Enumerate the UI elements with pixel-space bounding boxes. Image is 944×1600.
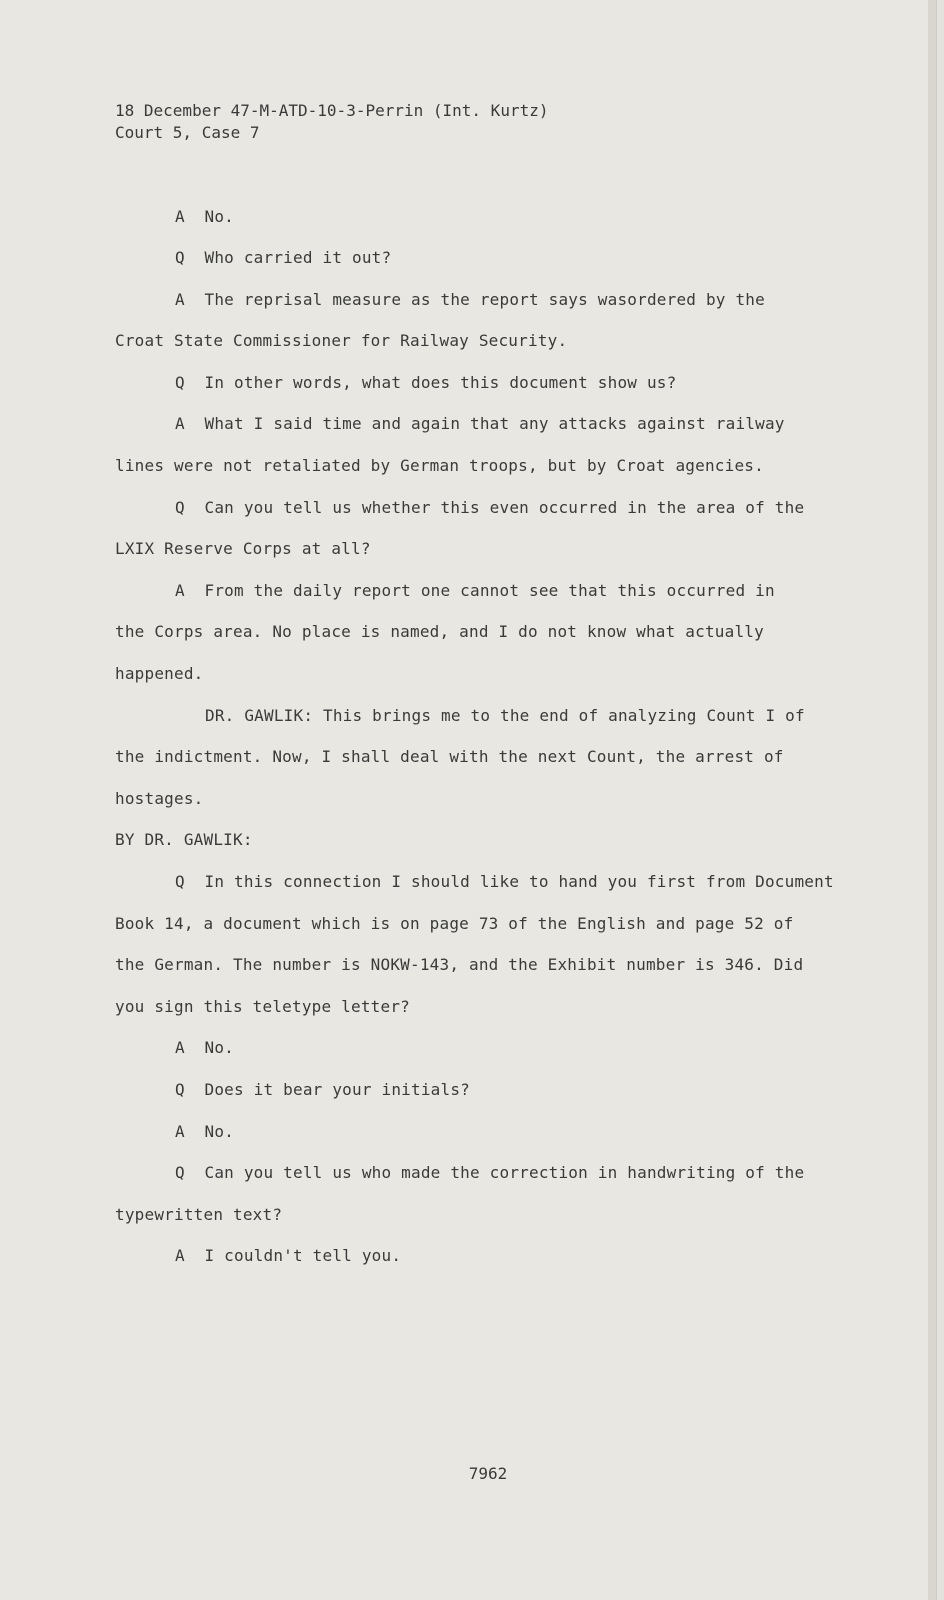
transcript-line: you sign this teletype letter? — [115, 997, 410, 1016]
transcript-line: A The reprisal measure as the report says wasordered by the — [175, 290, 765, 309]
transcript-line: lines were not retaliated by German troops, but by Croat agencies. — [115, 456, 764, 475]
transcript-line: Q Can you tell us whether this even occurred in the area of the — [175, 498, 805, 517]
transcript-line: Croat State Commissioner for Railway Security. — [115, 331, 568, 350]
transcript-line: happened. — [115, 664, 204, 683]
transcript-line: Q In other words, what does this document show us? — [175, 373, 677, 392]
transcript-line: A No. — [175, 1122, 234, 1141]
transcript-line: BY DR. GAWLIK: — [115, 830, 253, 849]
transcript-line: Q Does it bear your initials? — [175, 1080, 470, 1099]
transcript-line: typewritten text? — [115, 1205, 283, 1224]
transcript-line: A From the daily report one cannot see that this occurred in — [175, 581, 775, 600]
transcript-line: A I couldn't tell you. — [175, 1246, 402, 1265]
transcript-line: Book 14, a document which is on page 73 of the English and page 52 of — [115, 914, 794, 933]
transcript-line: Q In this connection I should like to hand you first from Document — [175, 872, 834, 891]
transcript-line: Q Can you tell us who made the correction in handwriting of the — [175, 1163, 805, 1182]
transcript-line: A What I said time and again that any attacks against railway — [175, 414, 785, 433]
transcript-line: Q Who carried it out? — [175, 248, 392, 267]
transcript-line: the German. The number is NOKW-143, and the Exhibit number is 346. Did — [115, 955, 804, 974]
page-number: 7962 — [468, 1464, 508, 1483]
header-line-2: Court 5, Case 7 — [115, 123, 260, 142]
transcript-line: A No. — [175, 1038, 234, 1057]
transcript-line: A No. — [175, 207, 234, 226]
document-header — [115, 100, 548, 144]
transcript-line: the indictment. Now, I shall deal with the next Count, the arrest of — [115, 747, 784, 766]
transcript-line: LXIX Reserve Corps at all? — [115, 539, 371, 558]
page-edge — [928, 0, 936, 1600]
transcript-line: the Corps area. No place is named, and I do not know what actually — [115, 622, 764, 641]
header-line-1: 18 December 47-M-ATD-10-3-Perrin (Int. Kurtz) — [115, 101, 549, 120]
transcript-line: DR. GAWLIK: This brings me to the end of analyzing Count I of — [205, 706, 805, 725]
transcript-line: hostages. — [115, 789, 204, 808]
